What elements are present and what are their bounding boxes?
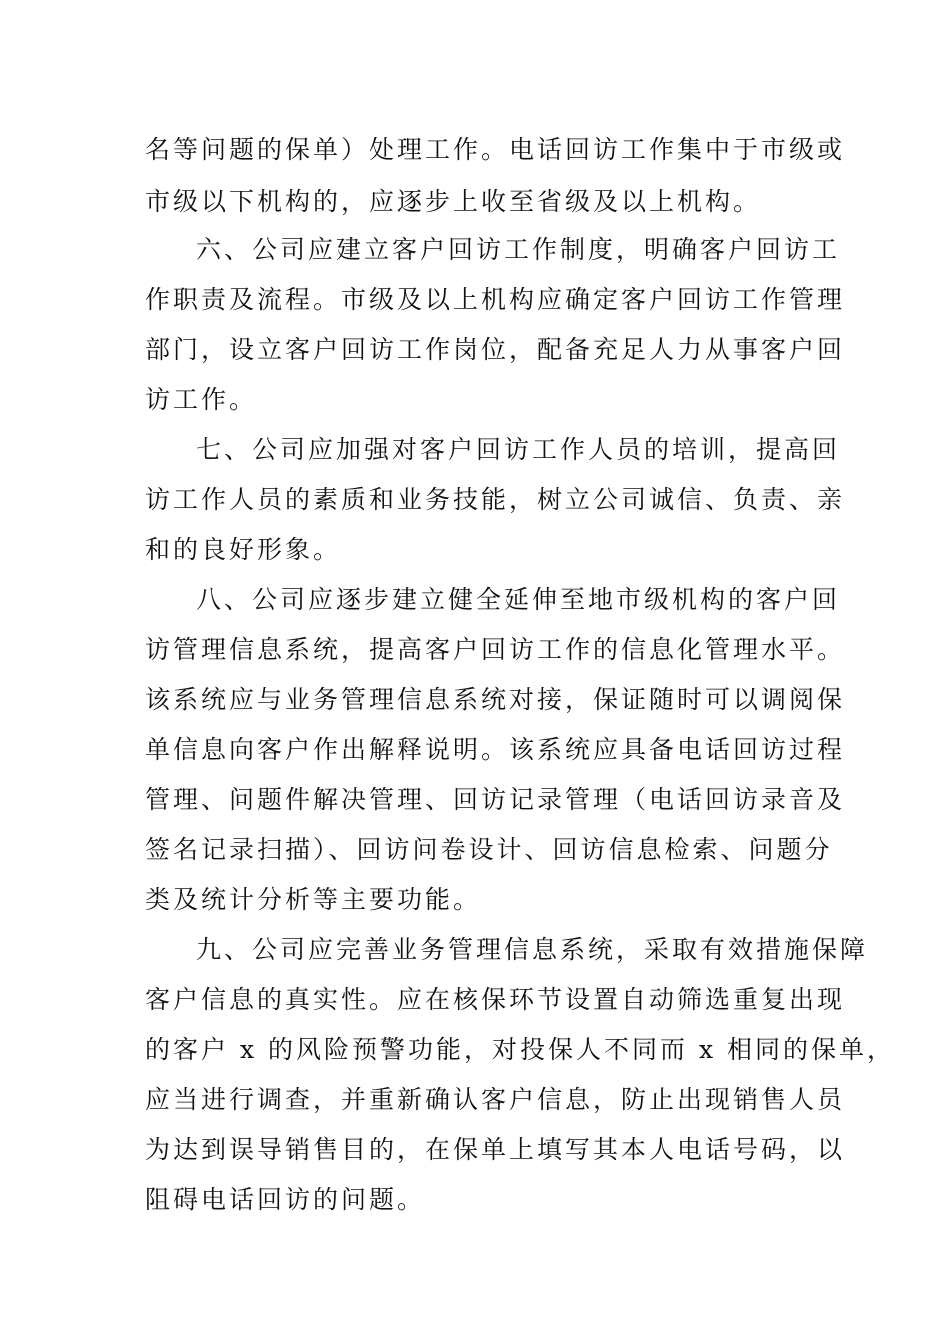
text-line: 市级以下机构的，应逐步上收至省级及以上机构。 xyxy=(145,187,762,216)
text-line: 管理、问题件解决管理、回访记录管理（电话回访录音及 xyxy=(145,785,846,814)
text-line: 类及统计分析等主要功能。 xyxy=(145,885,482,914)
text-line: 为达到误导销售目的，在保单上填写其本人电话号码，以 xyxy=(145,1135,846,1164)
text-line: 该系统应与业务管理信息系统对接，保证随时可以调阅保 xyxy=(145,685,846,714)
text-line: 访工作。 xyxy=(145,385,258,414)
text-line: 访工作人员的素质和业务技能，树立公司诚信、负责、亲 xyxy=(145,485,846,514)
text-line: 应当进行调查，并重新确认客户信息，防止出现销售人员 xyxy=(145,1085,846,1114)
text-line: 的客户 x 的风险预警功能，对投保人不同而 x 相同的保单， xyxy=(145,1035,895,1064)
text-line: 名等问题的保单）处理工作。电话回访工作集中于市级或 xyxy=(145,135,846,164)
paragraph-six-start: 六、公司应建立客户回访工作制度，明确客户回访工 xyxy=(196,235,841,264)
paragraph-nine-start: 九、公司应完善业务管理信息系统，采取有效措施保障 xyxy=(196,935,869,964)
text-line: 部门，设立客户回访工作岗位，配备充足人力从事客户回 xyxy=(145,335,846,364)
text-line: 客户信息的真实性。应在核保环节设置自动筛选重复出现 xyxy=(145,985,846,1014)
text-line: 单信息向客户作出解释说明。该系统应具备电话回访过程 xyxy=(145,735,846,764)
paragraph-seven-start: 七、公司应加强对客户回访工作人员的培训，提高回 xyxy=(196,435,841,464)
text-line: 阻碍电话回访的问题。 xyxy=(145,1185,426,1214)
text-line: 作职责及流程。市级及以上机构应确定客户回访工作管理 xyxy=(145,285,846,314)
text-line: 签名记录扫描）、回访问卷设计、回访信息检索、问题分 xyxy=(145,835,833,864)
paragraph-eight-start: 八、公司应逐步建立健全延伸至地市级机构的客户回 xyxy=(196,585,841,614)
text-line: 访管理信息系统，提高客户回访工作的信息化管理水平。 xyxy=(145,635,846,664)
text-line: 和的良好形象。 xyxy=(145,535,342,564)
